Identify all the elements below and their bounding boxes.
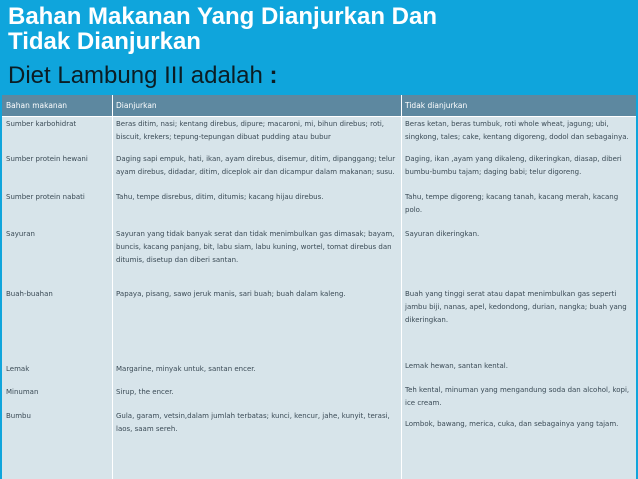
- table-cell-tidak-dianjurkan: Teh kental, minuman yang mengandung soda dan alcohol, kopi, ice cream.: [405, 386, 630, 407]
- table-header-row: [2, 95, 636, 116]
- header-tidak-dianjurkan: Tidak dianjurkan: [405, 101, 468, 110]
- table-cell-tidak-dianjurkan: Tahu, tempe digoreng; kacang tanah, kacang merah, kacang polo.: [405, 193, 619, 214]
- table-cell-bahan: Sayuran: [6, 230, 35, 238]
- table-cell-dianjurkan: Gula, garam, vetsin,dalam jumlah terbatas; kunci, kencur, jahe, kunyit, terasi, laos, saam sereh.: [116, 412, 390, 433]
- table-cell-tidak-dianjurkan: Lombok, bawang, merica, cuka, dan sebagainya yang tajam.: [405, 420, 619, 428]
- table-cell-tidak-dianjurkan: Lemak hewan, santan kental.: [405, 362, 508, 370]
- table-cell-bahan: Buah-buahan: [6, 290, 53, 298]
- table-cell-bahan: Bumbu: [6, 412, 31, 420]
- table-cell-tidak-dianjurkan: Daging, ikan ,ayam yang dikaleng, dikeringkan, diasap, diberi bumbu-bumbu tajam; daging babi; telur digoreng.: [405, 155, 622, 176]
- table-cell-dianjurkan: Daging sapi empuk, hati, ikan, ayam direbus, disemur, ditim, dipanggang; telur ayam direbus, didadar, ditim, diceplok air dan dicampur dalam makanan; susu.: [116, 155, 396, 176]
- table-cell-dianjurkan: Papaya, pisang, sawo jeruk manis, sari buah; buah dalam kaleng.: [116, 290, 346, 298]
- row-divider: [2, 116, 636, 117]
- column-divider: [112, 95, 113, 479]
- table-cell-bahan: Sumber karbohidrat: [6, 120, 77, 128]
- table-cell-bahan: Minuman: [6, 388, 39, 396]
- header-dianjurkan: Dianjurkan: [116, 101, 157, 110]
- subtitle-colon: :: [269, 62, 278, 89]
- table-cell-tidak-dianjurkan: Sayuran dikeringkan.: [405, 230, 480, 238]
- slide-title: [8, 4, 628, 54]
- table-cell-dianjurkan: Sirup, the encer.: [116, 388, 174, 396]
- table-cell-dianjurkan: Beras ditim, nasi; kentang direbus, dipure; macaroni, mi, bihun direbus; roti, biscuit, krekers; tepung-tepungan dibuat pudding atau bubur: [116, 120, 385, 141]
- subtitle-text: Diet Lambung III adalah: [8, 62, 270, 89]
- table-cell-dianjurkan: Margarine, minyak untuk, santan encer.: [116, 365, 256, 373]
- header-bahan-makanan: Bahan makanan: [6, 101, 68, 110]
- table-cell-bahan: Sumber protein hewani: [6, 155, 88, 163]
- table-cell-dianjurkan: Sayuran yang tidak banyak serat dan tidak menimbulkan gas dimasak; bayam, buncis, kacang panjang, bit, labu siam, labu kuning, wortel, tomat direbus dan ditumis, disetup dan diberi santan.: [116, 230, 395, 264]
- table-cell-dianjurkan: Tahu, tempe disrebus, ditim, ditumis; kacang hijau direbus.: [116, 193, 324, 201]
- table-cell-tidak-dianjurkan: Beras ketan, beras tumbuk, roti whole wheat, jagung; ubi, singkong, tales; cake, kentang digoreng, dodol dan sebagainya.: [405, 120, 629, 141]
- slide-title-line2: Tidak Dianjurkan: [8, 28, 201, 55]
- table-cell-bahan: Lemak: [6, 365, 30, 373]
- slide-title-line1: Bahan Makanan Yang Dianjurkan Dan: [8, 3, 438, 30]
- slide-subtitle: [8, 63, 628, 89]
- table-cell-bahan: Sumber protein nabati: [6, 193, 85, 201]
- food-table: [2, 95, 636, 479]
- table-cell-tidak-dianjurkan: Buah yang tinggi serat atau dapat menimbulkan gas seperti jambu biji, nanas, apel, kedondong, durian, nangka; buah yang dikeringkan.: [405, 290, 627, 324]
